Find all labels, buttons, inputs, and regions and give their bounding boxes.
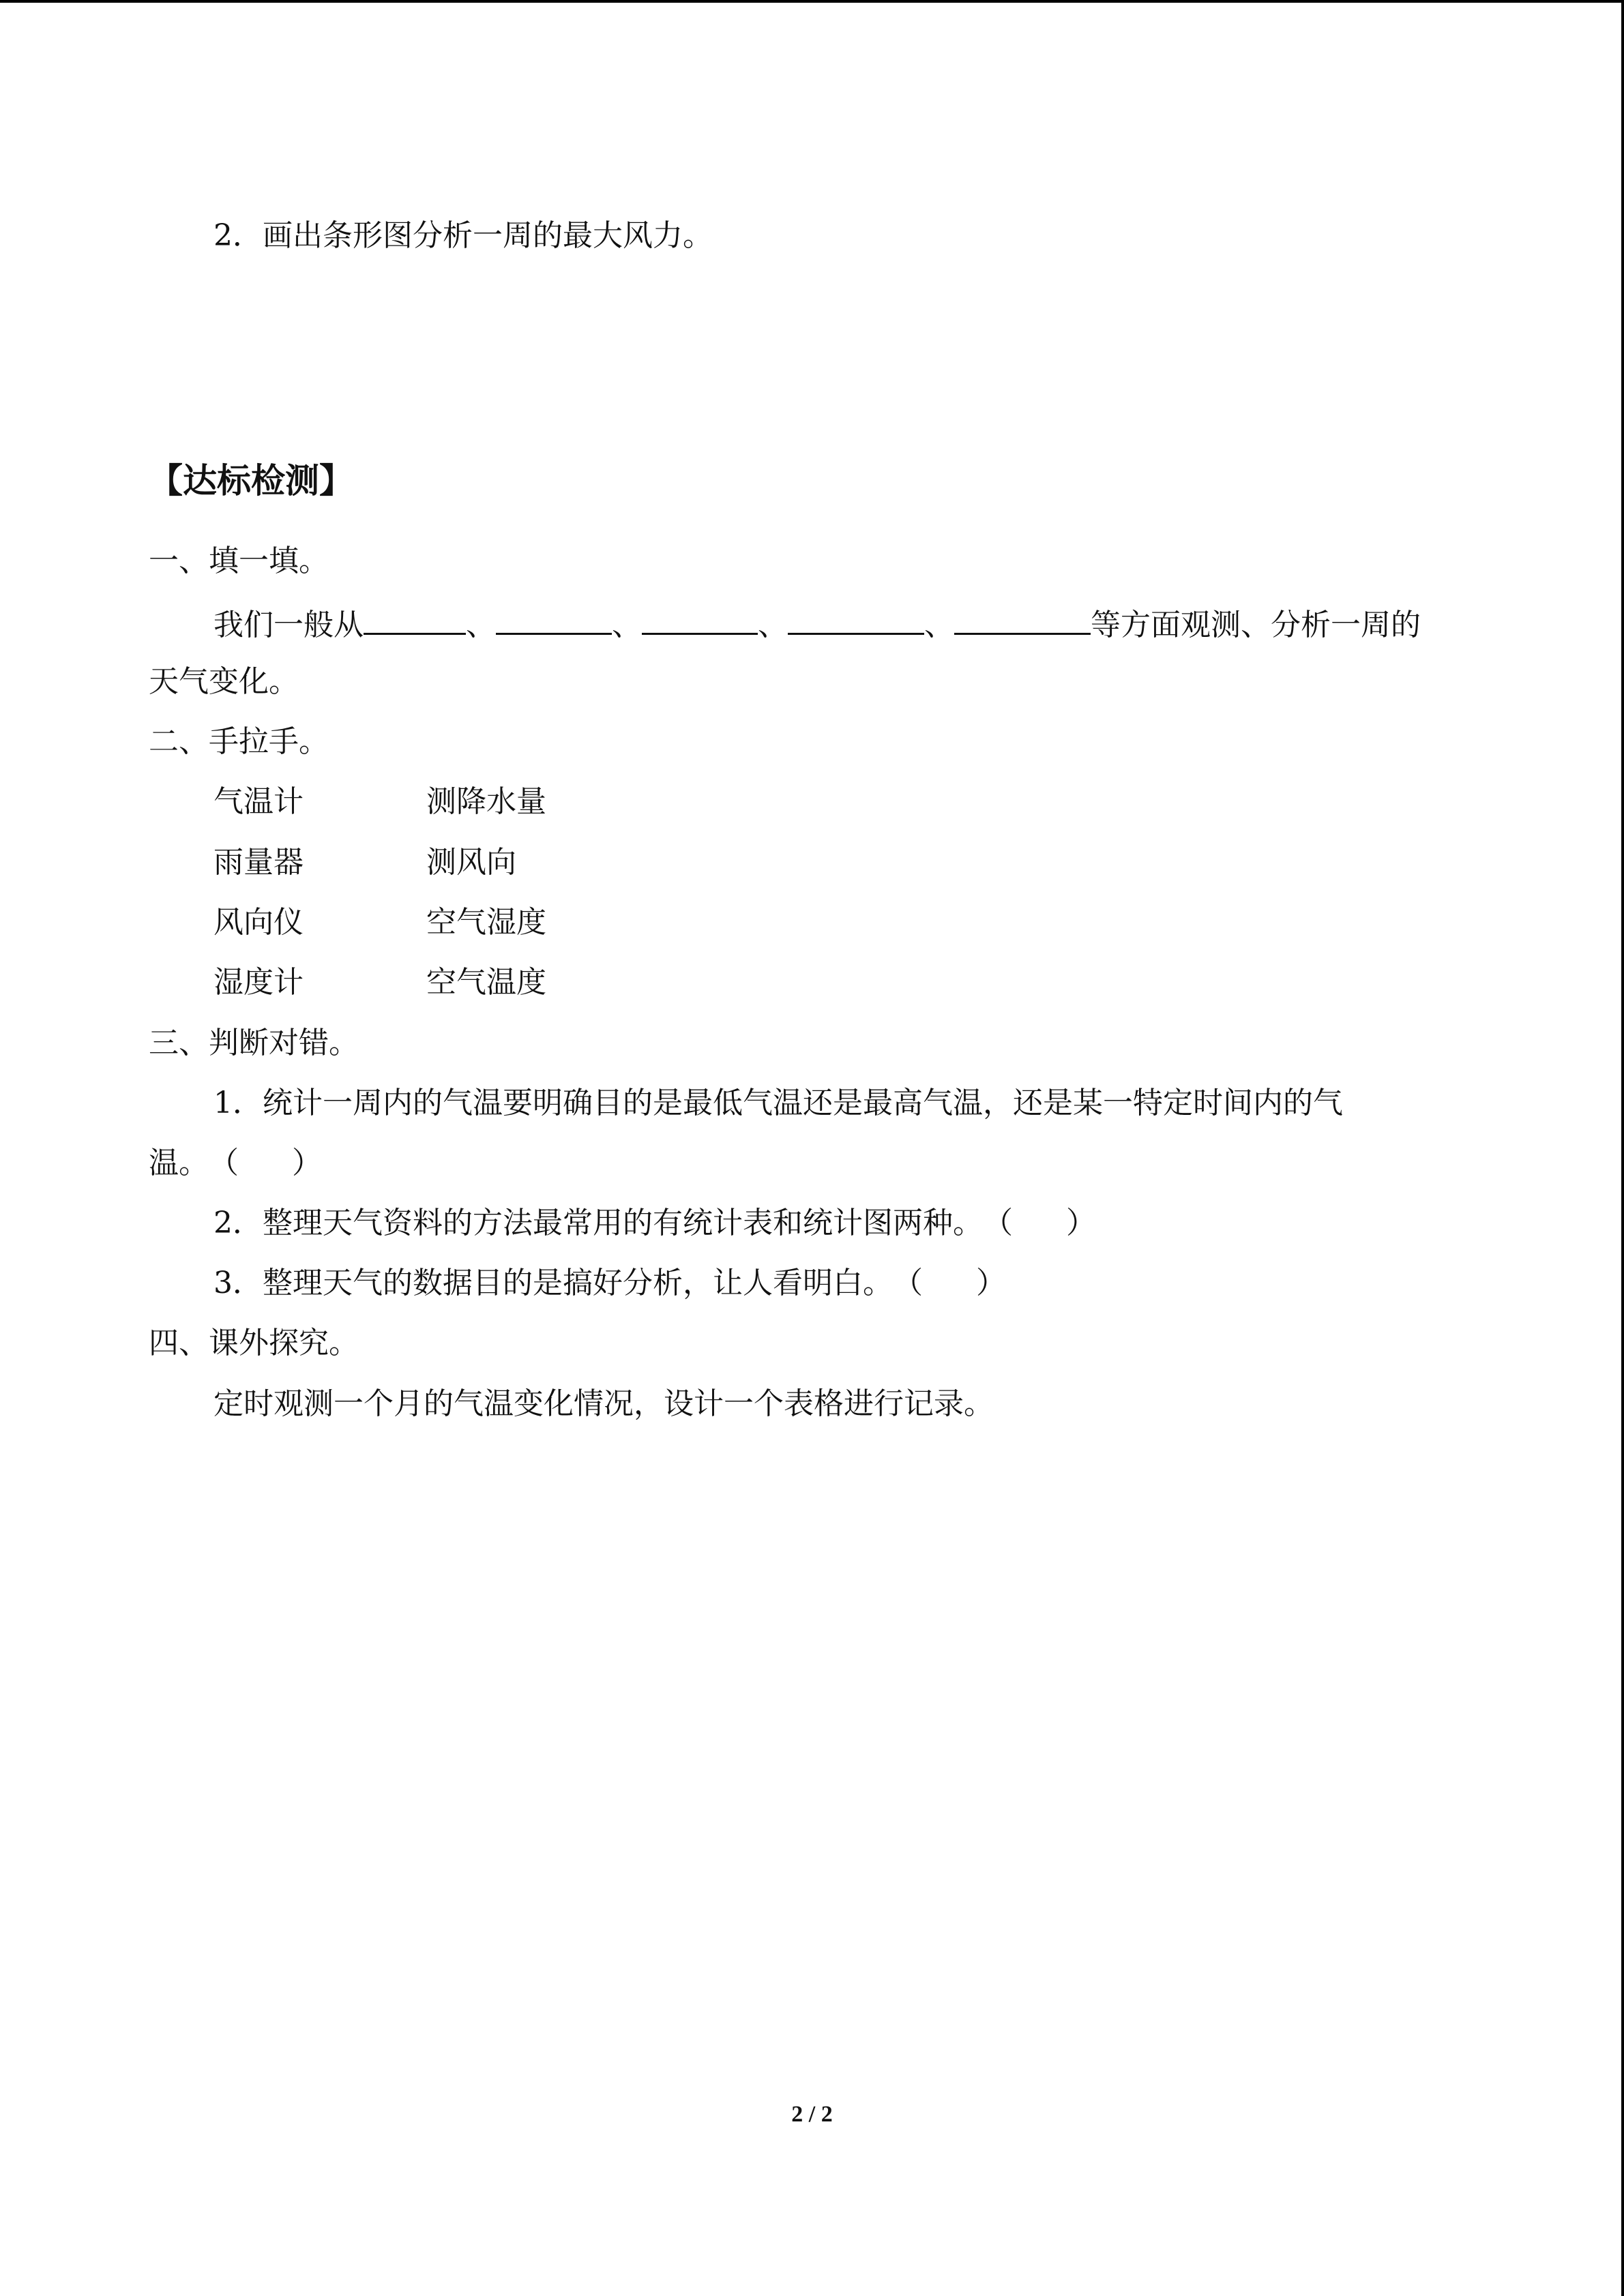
match-left-item[interactable]: 雨量器 (213, 845, 304, 880)
answer-paren[interactable]: （ ） (209, 1146, 322, 1180)
fill-blank-continuation: 天气变化。 (149, 664, 299, 699)
separator: 、 (758, 608, 788, 642)
fill-blank-sentence (213, 601, 1421, 646)
judge-q1-text: 温。 (149, 1146, 209, 1180)
fill-blank-end: 等方面观测、分析一周的 (1091, 608, 1421, 642)
judge-q3-text: 3．整理天气的数据目的是搞好分析，让人看明白。 (213, 1266, 893, 1300)
part2-title: 二、手拉手。 (149, 724, 329, 759)
part4-title: 四、课外探究。 (149, 1326, 359, 1360)
matching-row (213, 842, 623, 883)
fill-blank-5[interactable] (954, 601, 1091, 635)
judge-q1-line2 (149, 1143, 322, 1184)
judge-q1-line1: 1．统计一周内的气温要明确目的是最低气温还是最高气温，还是某一特定时间内的气 (213, 1086, 1343, 1120)
matching-row (213, 902, 623, 943)
separator: 、 (612, 608, 642, 642)
match-right-item[interactable]: 测降水量 (426, 784, 546, 819)
match-left-item[interactable]: 湿度计 (213, 965, 304, 1000)
fill-blank-start: 我们一般从 (213, 608, 364, 642)
judge-q2 (213, 1203, 1096, 1244)
match-right-item[interactable]: 空气温度 (426, 965, 546, 1000)
answer-paren[interactable]: （ ） (983, 1206, 1096, 1240)
match-right-item[interactable]: 测风向 (426, 845, 516, 880)
page-top-border (0, 0, 1624, 3)
section-heading: 【达标检测】 (149, 460, 353, 501)
task-2-text: 2．画出条形图分析一周的最大风力。 (213, 218, 713, 253)
matching-row (213, 781, 623, 822)
fill-blank-4[interactable] (788, 601, 924, 635)
part4-content: 定时观测一个月的气温变化情况，设计一个表格进行记录。 (213, 1386, 994, 1421)
fill-blank-2[interactable] (496, 601, 612, 635)
judge-q3 (213, 1263, 1006, 1304)
answer-paren[interactable]: （ ） (893, 1266, 1006, 1300)
separator: 、 (924, 608, 954, 642)
separator: 、 (466, 608, 496, 642)
match-right-item[interactable]: 空气湿度 (426, 905, 546, 940)
fill-blank-3[interactable] (642, 601, 758, 635)
page-right-border (1621, 0, 1624, 2296)
matching-row (213, 962, 623, 1003)
part1-title: 一、填一填。 (149, 543, 329, 578)
match-left-item[interactable]: 气温计 (213, 784, 304, 819)
judge-q2-text: 2．整理天气资料的方法最常用的有统计表和统计图两种。 (213, 1206, 983, 1240)
match-left-item[interactable]: 风向仪 (213, 905, 304, 940)
fill-blank-1[interactable] (364, 601, 466, 635)
part3-title: 三、判断对错。 (149, 1026, 359, 1060)
page-number: 2 / 2 (791, 2102, 833, 2127)
